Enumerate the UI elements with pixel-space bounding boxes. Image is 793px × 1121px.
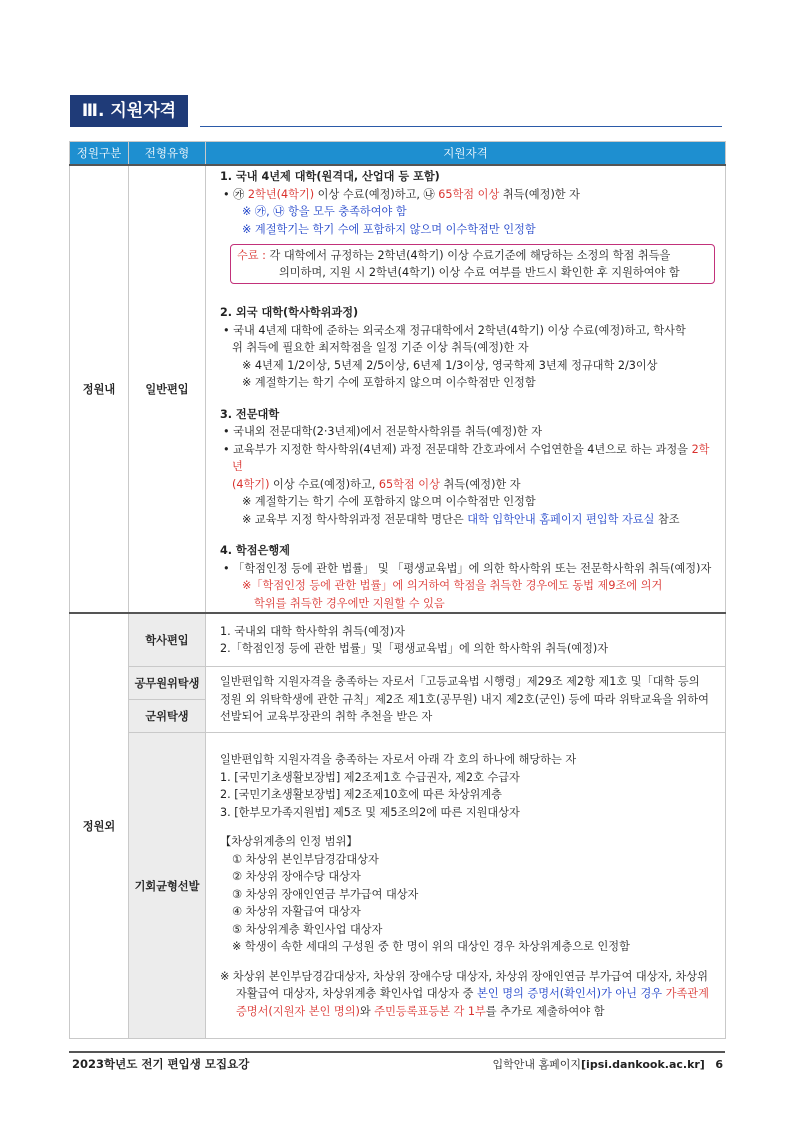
general-type-cell: 일반편입 <box>129 165 206 613</box>
equity-content: 일반편입학 지원자격을 충족하는 자로서 아래 각 호의 하나에 해당하는 자 1. [국민기초생활보장법] 제2조제1호 수급권자, 제2호 수급자 2. [국민기초생활보장법] 제2조제10호에 따른 차상위계층 3. [한부모가족지원법] 제5조 및 제5조의2에 따른 지원대상자 【차상위계층의 인정 범위】 ① 차상위 본인부담경감대상자 ② 차상위 장애수당 대상자 ③ 차상위 장애인연금 부가급여 대상자 ④ 차상위 자활급여 대상자 ⑤ 차상위계층 확인사업 대상자 ※ 학생이 속한 세대의 구성원 중 한 명이 위의 대상인 경우 차상위계층으로 인정함 ※ 차상위 본인부담경감대상자, 차상위 장애수당 대상자, 차상위 장애인연금 부가급여 대상자, 차상위 자활급여 대상자, 차상위계층 확인사업 대상자 중 본인 명의 증명서(확인서)가 아닌 경우 가족관계 증명서(지원자 본인 명의)와 주민등록표등본 각 1부를 추가로 제출하여야 함 <box>206 733 726 1039</box>
table-row <box>70 667 726 700</box>
title-divider <box>200 126 722 127</box>
header-quota: 정원구분 <box>70 142 129 166</box>
footer-right: 입학안내 홈페이지[ipsi.dankook.ac.kr] 6 <box>492 1058 723 1071</box>
page-number: 6 <box>715 1058 723 1071</box>
footer-url[interactable]: [ipsi.dankook.ac.kr] <box>581 1058 705 1071</box>
table-row <box>70 613 726 667</box>
s1-note1: ※ ㉮, ㉯ 항을 모두 충족하여야 함 <box>242 205 407 218</box>
s2-note2: ※ 계절학기는 학기 수에 포함하지 않으며 이수학점만 인정함 <box>242 376 536 389</box>
s4-note1: ※「학점인정 등에 관한 법률」에 의거하여 학점을 취득한 경우에도 동법 제9조에 의거 <box>242 579 663 592</box>
s4-title: 4. 학점은행제 <box>220 544 290 557</box>
s2-note1: ※ 4년제 1/2이상, 5년제 2/5이상, 6년제 1/3이상, 영국학제 3년제 정규대학 2/3이상 <box>242 358 658 372</box>
s2-line2: 위 취득에 필요한 최저학점을 일정 기준 이상 취득(예정)한 자 <box>232 341 529 354</box>
s3-note1: ※ 계절학기는 학기 수에 포함하지 않으며 이수학점만 인정함 <box>242 495 536 508</box>
general-content <box>206 165 726 613</box>
s4-line1: • 「학점인정 등에 관한 법률」 및 「평생교육법」에 의한 학사학위 또는 전문학사학위 취득(예정)자 <box>223 561 712 575</box>
military-type-cell: 군위탁생 <box>129 700 206 733</box>
footer-title: 2023학년도 전기 편입생 모집요강 <box>72 1057 250 1071</box>
completion-note-box: 수료 : 각 대학에서 규정하는 2학년(4학기) 이상 수료기준에 해당하는 소정의 학점 취득을 의미하며, 지원 시 2학년(4학기) 이상 수료 여부를 반드시 확인한 후 지원하여야 함 <box>230 244 715 284</box>
table-row <box>70 165 726 613</box>
s3-title: 3. 전문대학 <box>220 407 280 421</box>
table-row <box>70 733 726 1039</box>
s1-title: 1. 국내 4년제 대학(원격대, 산업대 등 포함) <box>220 170 440 183</box>
s3-line1: • 국내외 전문대학(2·3년제)에서 전문학사학위를 취득(예정)한 자 <box>223 425 543 438</box>
footer-divider <box>69 1051 725 1053</box>
eligibility-table <box>69 141 726 1039</box>
s4-note2: 학위를 취득한 경우에만 지원할 수 있음 <box>254 596 445 610</box>
s3-line2: • 교육부가 지정한 학사학위(4년제) 과정 전문대학 간호과에서 수업연한을 4년으로 하는 과정을 2학년 <box>223 442 710 473</box>
bachelor-type-cell: 학사편입 <box>129 613 206 667</box>
s2-title: 2. 외국 대학(학사학위과정) <box>220 306 359 319</box>
equity-type-cell: 기회균형선발 <box>129 733 206 1039</box>
s2-line1: • 국내 4년제 대학에 준하는 외국소재 정규대학에서 2학년(4학기) 이상 수료(예정)하고, 학사학 <box>223 323 686 337</box>
header-type: 전형유형 <box>129 142 206 166</box>
s3-line3: (4학기) 이상 수료(예정)하고, 65학점 이상 취득(예정)한 자 <box>232 477 521 491</box>
quota-in-cell: 정원내 <box>70 165 129 613</box>
bachelor-content: 1. 국내외 대학 학사학위 취득(예정)자 2.「학점인정 등에 관한 법률」및「평생교육법」에 의한 학사학위 취득(예정)자 <box>206 613 726 667</box>
header-eligibility: 지원자격 <box>206 142 726 166</box>
s3-note2: ※ 교육부 지정 학사학위과정 전문대학 명단은 대학 입학안내 홈페이지 편입학 자료실 참조 <box>242 512 680 526</box>
entrust-content: 일반편입학 지원자격을 충족하는 자로서「고등교육법 시행령」제29조 제2항 제1호 및「대학 등의 정원 외 위탁학생에 관한 규칙」제2조 제1호(공무원) 내지 제2호(군인) 등에 따라 위탁교육을 위하여 선발되어 교육부장관의 취학 추천을 받은 자 <box>206 667 726 733</box>
section-title: Ⅲ. 지원자격 <box>70 95 188 127</box>
s1-note2: ※ 계절학기는 학기 수에 포함하지 않으며 이수학점만 인정함 <box>242 222 536 236</box>
quota-out-cell: 정원외 <box>70 613 129 1039</box>
civil-type-cell: 공무원위탁생 <box>129 667 206 700</box>
s1-line1: • ㉮ 2학년(4학기) 이상 수료(예정)하고, ㉯ 65학점 이상 취득(예정)한 자 <box>223 187 580 201</box>
table-header-row <box>70 142 726 166</box>
